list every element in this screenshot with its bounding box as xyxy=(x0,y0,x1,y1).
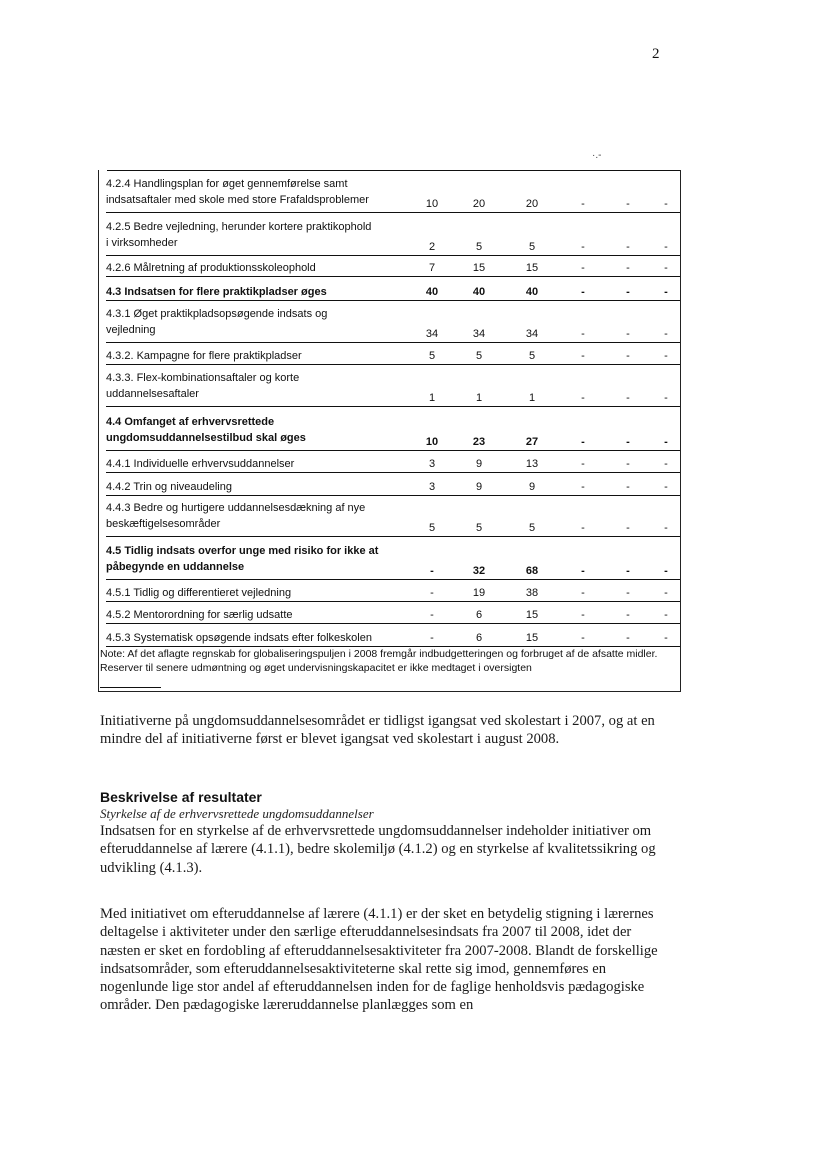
table-row xyxy=(106,630,680,647)
table-note: Note: Af det aflagte regnskab for globaliseringspuljen i 2008 fremgår indbudgetteringen og forbruget af de afsatte midler. Reserver til senere udmøntning og øget undervisningskapacitet er ikke medtaget i oversigten xyxy=(100,648,658,674)
row-underline xyxy=(106,212,680,213)
row-value: - xyxy=(626,632,630,644)
row-label-line-2: påbegynde en uddannelse xyxy=(106,561,245,573)
row-value: 9 xyxy=(475,481,483,493)
row-value: - xyxy=(430,609,434,621)
row-value: - xyxy=(626,458,630,470)
row-value: - xyxy=(664,198,668,210)
row-underline xyxy=(106,406,680,407)
row-value: - xyxy=(664,392,668,404)
row-underline xyxy=(106,342,680,343)
row-value: - xyxy=(664,565,668,577)
row-underline xyxy=(106,601,680,602)
row-label-line-2: 4.3 Indsatsen for flere praktikpladser øges xyxy=(106,286,327,298)
table-row xyxy=(106,219,680,257)
table-row xyxy=(106,479,680,496)
row-label xyxy=(106,370,416,402)
row-value: - xyxy=(626,262,630,274)
row-value: 5 xyxy=(475,522,483,534)
table-note-underline xyxy=(100,687,161,688)
table-row xyxy=(106,260,680,277)
row-value: - xyxy=(626,609,630,621)
row-label-line-2: indsatsaftaler med skole med store Frafaldsproblemer xyxy=(106,194,369,206)
row-value: - xyxy=(626,286,630,298)
row-underline xyxy=(106,536,680,537)
table-row xyxy=(106,543,680,581)
row-value: - xyxy=(581,565,585,577)
row-value: - xyxy=(430,565,434,577)
row-label-line-2: 4.5.2 Mentorordning for særlig udsatte xyxy=(106,609,293,621)
row-label xyxy=(106,176,416,208)
row-value: - xyxy=(581,241,585,253)
row-value: - xyxy=(581,609,585,621)
row-value: - xyxy=(664,458,668,470)
row-value: 5 xyxy=(528,241,536,253)
table-row xyxy=(106,370,680,408)
row-value: 27 xyxy=(525,436,539,448)
row-value: 34 xyxy=(472,328,486,340)
row-label-line-2: 4.5.1 Tidlig og differentieret vejledning xyxy=(106,587,292,599)
row-label-line-1: 4.5 Tidlig indsats overfor unge med risiko for ikke at xyxy=(106,545,379,557)
row-label xyxy=(106,585,416,601)
row-value: - xyxy=(664,262,668,274)
row-value: 15 xyxy=(472,262,486,274)
row-value: 1 xyxy=(428,392,436,404)
row-underline xyxy=(106,579,680,580)
row-underline xyxy=(106,450,680,451)
row-value: - xyxy=(626,241,630,253)
row-value: 20 xyxy=(472,198,486,210)
row-value: - xyxy=(581,198,585,210)
row-value: - xyxy=(581,262,585,274)
row-value: - xyxy=(664,328,668,340)
row-value: - xyxy=(581,458,585,470)
row-underline xyxy=(106,364,680,365)
row-value: 6 xyxy=(475,609,483,621)
table-row xyxy=(106,348,680,365)
row-value: - xyxy=(664,632,668,644)
row-label xyxy=(106,456,416,472)
row-value: 5 xyxy=(428,522,436,534)
row-value: - xyxy=(626,565,630,577)
row-label xyxy=(106,306,416,338)
row-value: - xyxy=(581,286,585,298)
row-value: - xyxy=(581,587,585,599)
section-subheading: Styrkelse af de erhvervsrettede ungdomsuddannelser xyxy=(100,806,374,821)
row-value: - xyxy=(581,522,585,534)
row-value: - xyxy=(626,481,630,493)
row-value: 1 xyxy=(528,392,536,404)
row-underline xyxy=(106,495,680,496)
row-label-line-2: 4.4.1 Individuelle erhvervsuddannelser xyxy=(106,458,295,470)
row-value: - xyxy=(664,587,668,599)
row-value: - xyxy=(430,632,434,644)
table-row xyxy=(106,607,680,624)
row-label-line-1: 4.4.3 Bedre og hurtigere uddannelsesdækning af nye xyxy=(106,502,366,514)
row-label xyxy=(106,414,416,446)
row-value: 6 xyxy=(475,632,483,644)
row-value: 3 xyxy=(428,458,436,470)
row-label xyxy=(106,219,416,251)
row-value: 32 xyxy=(472,565,486,577)
table-top-rule xyxy=(107,170,680,171)
section-heading: Beskrivelse af resultater xyxy=(100,789,262,805)
row-label-line-1: 4.2.5 Bedre vejledning, herunder kortere praktikophold xyxy=(106,221,372,233)
row-value: 9 xyxy=(475,458,483,470)
row-label-line-1: 4.3.3. Flex-kombinationsaftaler og korte xyxy=(106,372,300,384)
row-value: 34 xyxy=(525,328,539,340)
row-label-line-2: vejledning xyxy=(106,324,156,336)
row-label-line-2: ungdomsuddannelsestilbud skal øges xyxy=(106,432,306,444)
row-value: 3 xyxy=(428,481,436,493)
row-label-line-2: i virksomheder xyxy=(106,237,178,249)
row-value: 40 xyxy=(425,286,439,298)
row-label xyxy=(106,260,416,276)
row-value: 13 xyxy=(525,458,539,470)
row-value: 38 xyxy=(525,587,539,599)
table-row xyxy=(106,500,680,538)
row-label-line-1: 4.4 Omfanget af erhvervsrettede xyxy=(106,416,275,428)
table-row xyxy=(106,284,680,301)
paragraph-2: Indsatsen for en styrkelse af de erhvervsrettede ungdomsuddannelser indeholder initiativer om efteruddannelse af lærere (4.1.1), bedre skolemiljø (4.1.2) og en styrkelse af kvalitetssikring og udvikling (4.1.3). xyxy=(100,823,656,876)
table-row xyxy=(106,414,680,452)
row-value: 1 xyxy=(475,392,483,404)
row-value: 23 xyxy=(472,436,486,448)
paragraph-1: Initiativerne på ungdomsuddannelsesområdet er tidligst igangsat ved skolestart i 2007, og at en mindre del af initiativerne først er blevet igangsat ved skolestart i august 2008. xyxy=(100,713,655,748)
row-value: 40 xyxy=(525,286,539,298)
row-value: - xyxy=(626,198,630,210)
row-value: 15 xyxy=(525,262,539,274)
row-label-line-2: 4.3.2. Kampagne for flere praktikpladser xyxy=(106,350,302,362)
row-value: - xyxy=(664,609,668,621)
row-value: - xyxy=(664,350,668,362)
row-value: 9 xyxy=(528,481,536,493)
row-value: - xyxy=(664,241,668,253)
table-row xyxy=(106,456,680,473)
row-value: 5 xyxy=(475,350,483,362)
row-value: - xyxy=(581,328,585,340)
row-label xyxy=(106,348,416,364)
row-value: - xyxy=(581,632,585,644)
row-value: - xyxy=(626,522,630,534)
row-label-line-1: 4.3.1 Øget praktikpladsopsøgende indsats og xyxy=(106,308,328,320)
row-value: - xyxy=(626,392,630,404)
table-row xyxy=(106,306,680,344)
row-label-line-2: 4.4.2 Trin og niveaudeling xyxy=(106,481,232,493)
row-value: - xyxy=(664,522,668,534)
row-value: - xyxy=(626,587,630,599)
row-label-line-2: 4.2.6 Målretning af produktionsskoleophold xyxy=(106,262,316,274)
row-underline xyxy=(106,646,680,647)
row-label xyxy=(106,284,416,300)
row-label xyxy=(106,500,416,532)
row-value: 5 xyxy=(475,241,483,253)
row-value: - xyxy=(626,328,630,340)
row-value: 40 xyxy=(472,286,486,298)
row-underline xyxy=(106,300,680,301)
row-value: - xyxy=(664,436,668,448)
row-value: 20 xyxy=(525,198,539,210)
row-value: - xyxy=(626,436,630,448)
row-value: 10 xyxy=(425,198,439,210)
row-value: 15 xyxy=(525,632,539,644)
row-label-line-2: 4.5.3 Systematisk opsøgende indsats efter folkeskolen xyxy=(106,632,372,644)
row-value: 10 xyxy=(425,436,439,448)
row-value: 5 xyxy=(528,350,536,362)
row-value: 15 xyxy=(525,609,539,621)
corner-mark: ·.- xyxy=(592,150,602,161)
row-underline xyxy=(106,255,680,256)
row-value: - xyxy=(581,481,585,493)
row-label xyxy=(106,543,416,575)
row-value: 2 xyxy=(428,241,436,253)
row-value: 5 xyxy=(528,522,536,534)
table-row xyxy=(106,585,680,602)
row-label-line-2: uddannelsesaftaler xyxy=(106,388,199,400)
paragraph-3: Med initiativet om efteruddannelse af lærere (4.1.1) er der sket en betydelig stigning i lærernes deltagelse i aktiviteter under den særlige efteruddannelsesindsats fra 2007 til 2008, idet der næsten er sket en fordobling af efteruddannelsesaktiviteter fra 2007-2008. Blandt de forskellige indsatsområder, som efteruddannelsesaktiviteterne skal rette sig imod, gennemføres en nogenlunde lige stor andel af efteruddannelsen inden for de faglige henholdsvis pædagogiske områder. Den pædagogiske læreruddannelse planlægges som en xyxy=(100,906,658,1014)
row-value: 68 xyxy=(525,565,539,577)
row-value: 7 xyxy=(428,262,436,274)
row-value: - xyxy=(581,392,585,404)
page-number: 2 xyxy=(652,46,660,62)
row-label xyxy=(106,479,416,495)
row-value: 34 xyxy=(425,328,439,340)
row-value: 19 xyxy=(472,587,486,599)
row-value: - xyxy=(626,350,630,362)
row-underline xyxy=(106,623,680,624)
row-value: - xyxy=(581,350,585,362)
row-value: - xyxy=(664,481,668,493)
row-label-line-1: 4.2.4 Handlingsplan for øget gennemførelse samt xyxy=(106,178,348,190)
row-value: - xyxy=(581,436,585,448)
row-label xyxy=(106,607,416,623)
row-label-line-2: beskæftigelsesområder xyxy=(106,518,221,530)
row-label xyxy=(106,630,416,646)
budget-table xyxy=(98,170,681,692)
row-underline xyxy=(106,276,680,277)
row-value: 5 xyxy=(428,350,436,362)
row-value: - xyxy=(430,587,434,599)
row-value: - xyxy=(664,286,668,298)
table-row xyxy=(106,176,680,214)
row-underline xyxy=(106,472,680,473)
